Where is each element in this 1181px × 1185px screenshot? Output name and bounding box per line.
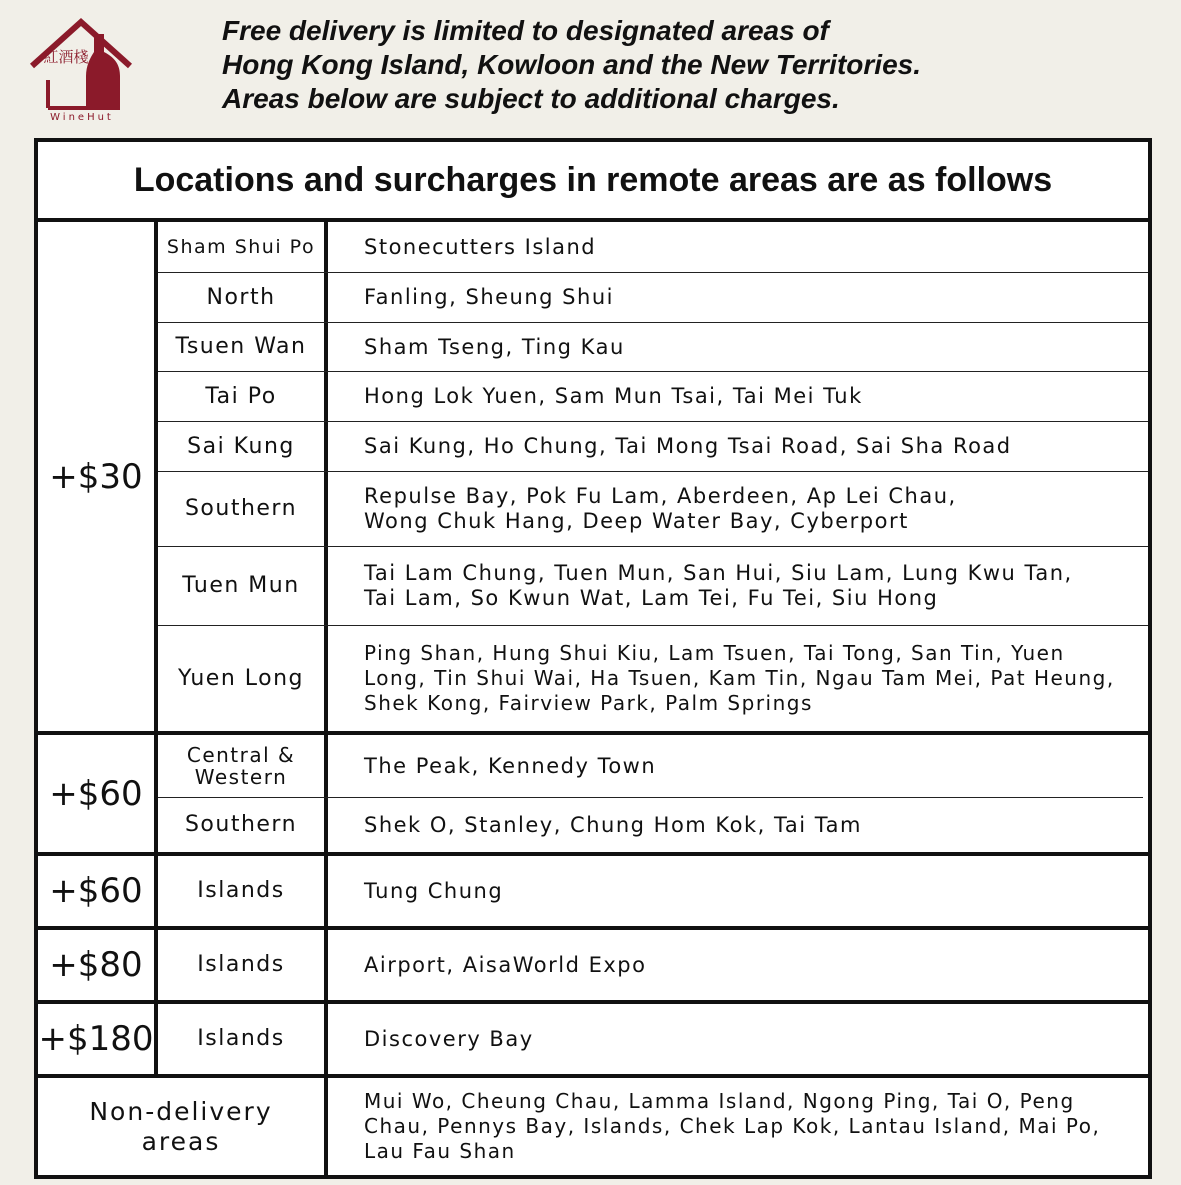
non-delivery-label-line: areas <box>141 1126 221 1156</box>
district-islands-180: Islands <box>197 1026 285 1051</box>
areas-line: Wong Chuk Hang, Deep Water Bay, Cyberport <box>364 509 909 533</box>
surcharge-180: +$180 <box>38 1019 154 1059</box>
areas-yuen-long <box>364 626 1134 731</box>
district-north: North <box>206 284 276 310</box>
surcharge-table <box>34 138 1152 1179</box>
areas-tuen-mun <box>364 547 1134 625</box>
district-tai-po: Tai Po <box>205 383 277 409</box>
notice-line-2: Hong Kong Island, Kowloon and the New Territories. <box>222 49 921 80</box>
areas-line: Tai Lam Chung, Tuen Mun, San Hui, Siu Lam, Lung Kwu Tan, <box>364 561 1073 585</box>
district-central-western <box>158 735 324 797</box>
column-divider-2 <box>324 218 328 1175</box>
logo-brand-text: WineHut <box>50 112 114 123</box>
district-sai-kung: Sai Kung <box>187 433 295 459</box>
non-delivery-label <box>38 1078 324 1175</box>
areas-line: Lau Fau Shan <box>364 1139 516 1163</box>
non-delivery-label-line: Non-delivery <box>89 1096 273 1126</box>
notice-line-1: Free delivery is limited to designated areas of <box>222 15 829 46</box>
areas-line: Long, Tin Shui Wai, Ha Tsuen, Kam Tin, Ngau Tam Mei, Pat Heung, <box>364 666 1115 690</box>
areas-islands-180: Discovery Bay <box>364 1026 534 1051</box>
areas-line: Shek Kong, Fairview Park, Palm Springs <box>364 691 813 715</box>
district-sham-shui-po: Sham Shui Po <box>166 236 316 258</box>
delivery-notice <box>222 14 1162 116</box>
areas-sai-kung: Sai Kung, Ho Chung, Tai Mong Tsai Road, Sai Sha Road <box>364 434 1012 458</box>
district-islands-80: Islands <box>197 952 285 977</box>
areas-tsuen-wan: Sham Tseng, Ting Kau <box>364 334 625 359</box>
surcharge-80: +$80 <box>49 945 143 985</box>
district-southern: Southern <box>184 496 298 521</box>
district-southern-60: Southern <box>184 812 298 837</box>
district-line: Western <box>194 765 288 789</box>
areas-tai-po: Hong Lok Yuen, Sam Mun Tsai, Tai Mei Tuk <box>364 384 863 408</box>
surcharge-30: +$30 <box>49 456 143 497</box>
svg-text:紅酒棧: 紅酒棧 <box>43 48 89 66</box>
areas-sham-shui-po: Stonecutters Island <box>364 234 597 259</box>
district-islands-60: Islands <box>197 878 285 903</box>
areas-central-western: The Peak, Kennedy Town <box>364 753 657 778</box>
areas-north: Fanling, Sheung Shui <box>364 285 614 309</box>
areas-line: Mui Wo, Cheung Chau, Lamma Island, Ngong Ping, Tai O, Peng <box>364 1089 1075 1113</box>
district-line: Central & <box>186 743 296 767</box>
district-yuen-long: Yuen Long <box>177 665 305 691</box>
areas-islands-60: Tung Chung <box>364 878 504 903</box>
surcharge-60-islands: +$60 <box>49 871 143 911</box>
district-tsuen-wan: Tsuen Wan <box>175 334 307 359</box>
areas-line: Tai Lam, So Kwun Wat, Lam Tei, Fu Tei, Siu Hong <box>364 586 939 610</box>
notice-line-3: Areas below are subject to additional charges. <box>222 83 840 114</box>
areas-southern-60: Shek O, Stanley, Chung Hom Kok, Tai Tam <box>364 812 862 837</box>
areas-islands-80: Airport, AisaWorld Expo <box>364 952 647 977</box>
surcharge-60-hk-island: +$60 <box>49 773 143 814</box>
areas-line: Ping Shan, Hung Shui Kiu, Lam Tsuen, Tai Tong, San Tin, Yuen <box>364 641 1065 665</box>
areas-southern <box>364 472 1134 546</box>
areas-line: Chau, Pennys Bay, Islands, Chek Lap Kok, Lantau Island, Mai Po, <box>364 1114 1101 1138</box>
winehut-logo <box>28 16 134 128</box>
non-delivery-areas <box>364 1078 1134 1175</box>
areas-line: Repulse Bay, Pok Fu Lam, Aberdeen, Ap Lei Chau, <box>364 484 957 508</box>
table-title: Locations and surcharges in remote areas are as follows <box>38 142 1148 222</box>
district-tuen-mun: Tuen Mun <box>182 573 300 598</box>
